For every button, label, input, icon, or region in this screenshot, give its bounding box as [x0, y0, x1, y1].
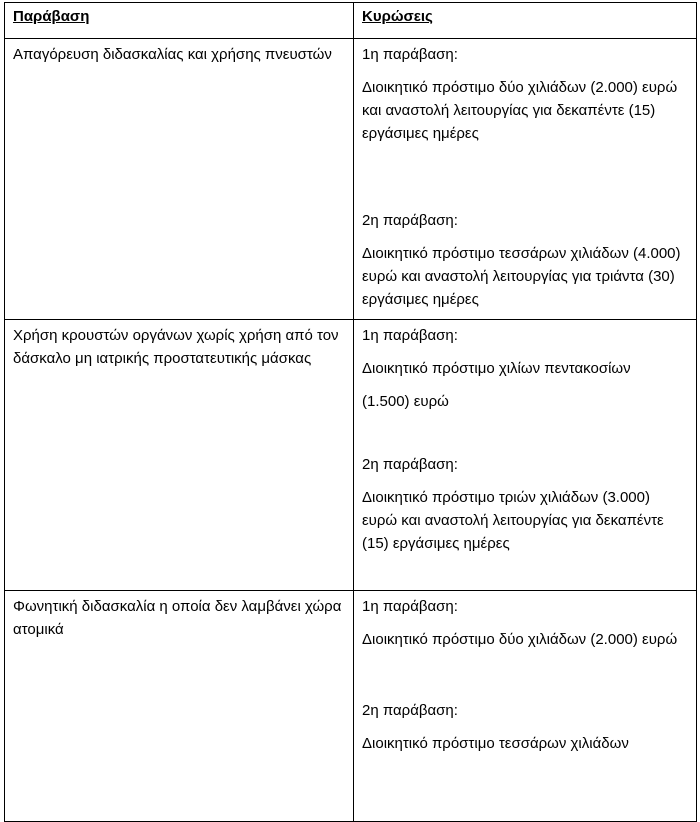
sanctions-cell: [354, 591, 697, 822]
violation-cell: [5, 591, 354, 822]
first-violation-label: 1η παράβαση:: [362, 327, 458, 344]
table-header-row: [5, 3, 697, 39]
sanctions-table: [4, 2, 697, 822]
violation-cell: [5, 320, 354, 591]
violation-text: Χρήση κρουστών οργάνων χωρίς χρήση από τον δάσκαλο μη ιατρικής προστατευτικής μάσκας: [13, 327, 339, 367]
spacer: [362, 413, 688, 453]
second-violation-label: 2η παράβαση:: [362, 212, 458, 229]
first-violation-sanction-amount: (1.500) ευρώ: [362, 393, 449, 410]
header-violation: Παράβαση: [5, 3, 354, 39]
first-violation-label: 1η παράβαση:: [362, 598, 458, 615]
violation-text: Φωνητική διδασκαλία η οποία δεν λαμβάνει χώρα ατομικά: [13, 598, 342, 638]
second-violation-label: 2η παράβαση:: [362, 702, 458, 719]
sanctions-cell: [354, 39, 697, 320]
table-row: [5, 39, 697, 320]
header-sanctions: Κυρώσεις: [354, 3, 697, 39]
violation-cell: [5, 39, 354, 320]
second-violation-sanction: Διοικητικό πρόστιμο τριών χιλιάδων (3.000) ευρώ και αναστολή λειτουργίας για δεκαπέντε (15) εργάσιμες ημέρες: [362, 489, 664, 552]
second-violation-sanction: Διοικητικό πρόστιμο τεσσάρων χιλιάδων (4.000) ευρώ και αναστολή λειτουργίας για τριάντα (30) εργάσιμες ημέρες: [362, 245, 681, 308]
first-violation-label: 1η παράβαση:: [362, 46, 458, 63]
first-violation-sanction: Διοικητικό πρόστιμο δύο χιλιάδων (2.000) ευρώ και αναστολή λειτουργίας για δεκαπέντε (15) εργάσιμες ημέρες: [362, 79, 678, 142]
table-row: [5, 320, 697, 591]
first-violation-sanction: Διοικητικό πρόστιμο χιλίων πεντακοσίων: [362, 360, 631, 377]
second-violation-sanction: Διοικητικό πρόστιμο τεσσάρων χιλιάδων: [362, 735, 629, 752]
first-violation-sanction: Διοικητικό πρόστιμο δύο χιλιάδων (2.000) ευρώ: [362, 631, 678, 648]
sanctions-cell: [354, 320, 697, 591]
table-row: [5, 591, 697, 822]
second-violation-label: 2η παράβαση:: [362, 456, 458, 473]
spacer: [362, 145, 688, 209]
violation-text: Απαγόρευση διδασκαλίας και χρήσης πνευστών: [13, 46, 332, 63]
spacer: [362, 651, 688, 699]
